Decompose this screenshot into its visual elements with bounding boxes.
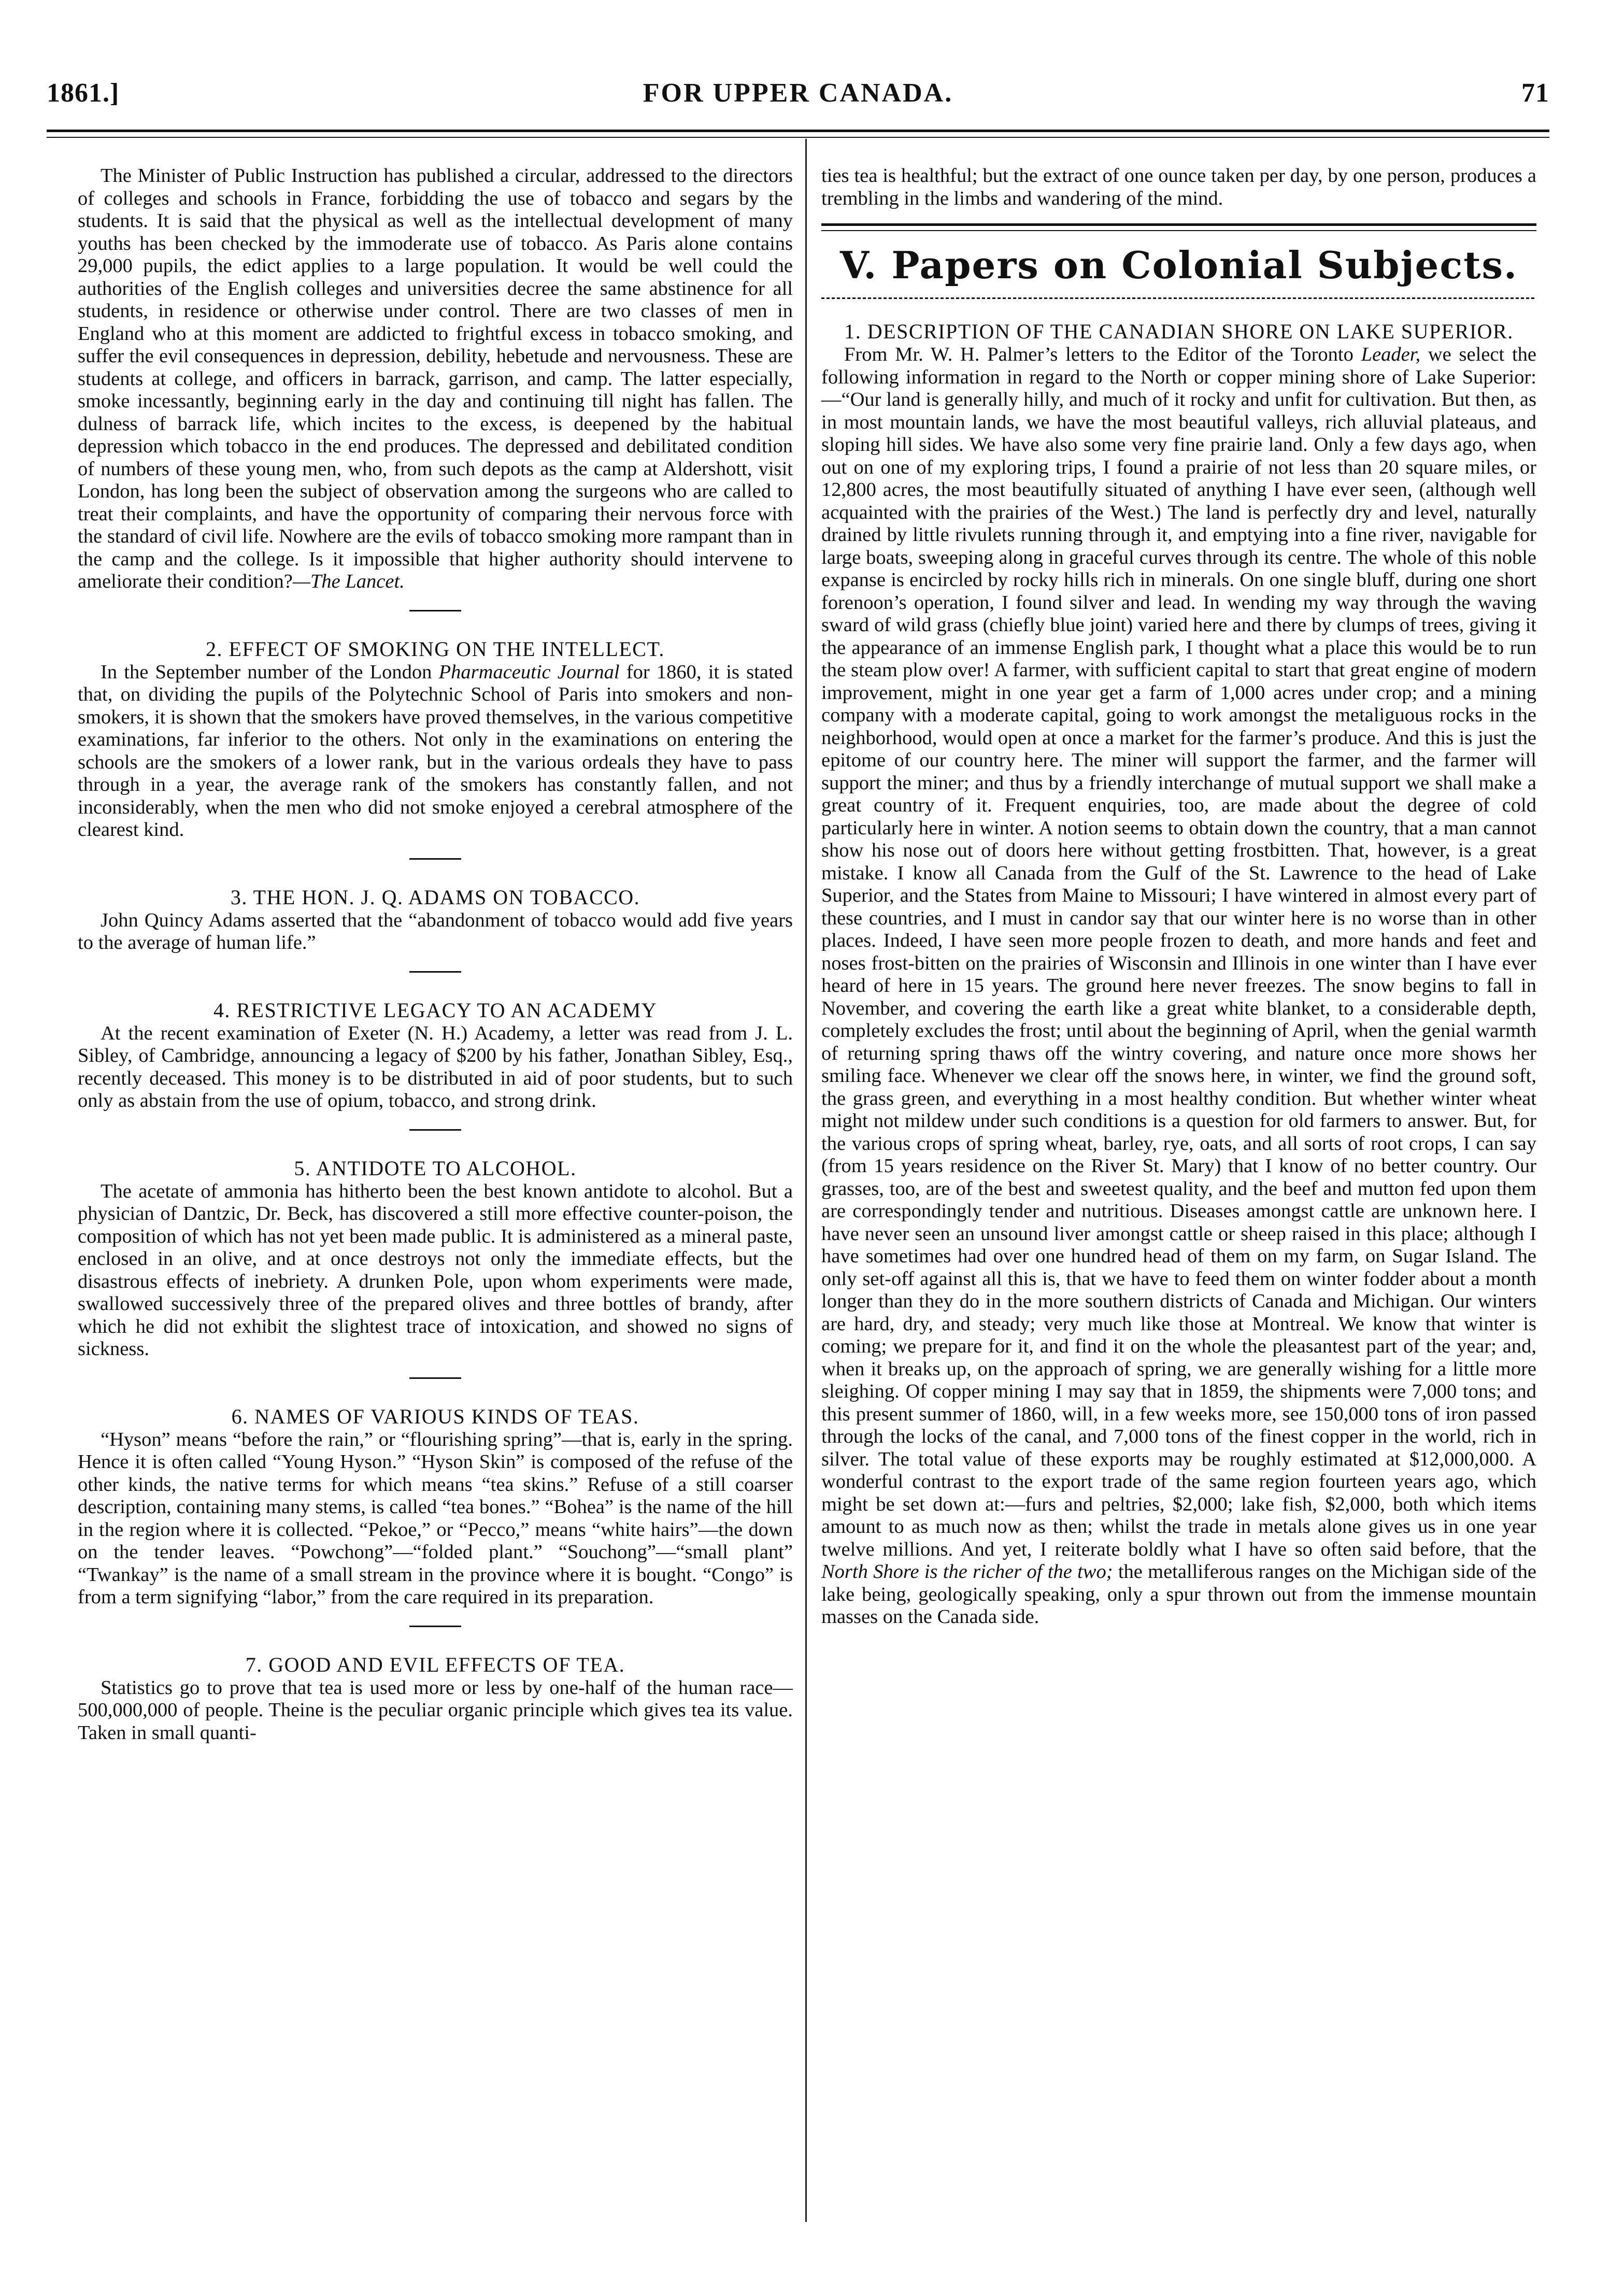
right-column	[821, 165, 1536, 1629]
separator-rule	[409, 858, 461, 860]
article-heading: 4. RESTRICTIVE LEGACY TO AN ACADEMY	[213, 998, 658, 1022]
article-body: At the recent examination of Exeter (N. H.) Academy, a letter was read from J. L. Sibley, of Cambridge, announcing a legacy of $200 by his father, Jonathan Sibley, Esq., recently deceased. This money is to be distributed in aid of poor students, but to such only as abstain from the use of opium, tobacco, and strong drink.	[78, 1022, 793, 1112]
header-title: FOR UPPER CANADA.	[643, 78, 953, 108]
separator-rule	[409, 610, 461, 611]
article-body: In the September number of the London Pharmaceutic Journal for 1860, it is stated that, on dividing the pupils of the Polytechnic School of Paris into smokers and non-smokers, it is shown that the smokers have proved themselves, in the various competitive examinations, far inferior to the others. Not only in the examinations on entering the schools are the smokers of a lower rank, but in the various ordeals they have to pass through in a year, the average rank of the smokers has constantly fallen, and not inconsiderably, when the men who did not smoke enjoyed a cerebral atmosphere of the clearest kind.	[78, 661, 793, 841]
header-year: 1861.]	[47, 78, 120, 108]
article-heading: 5. ANTIDOTE TO ALCOHOL.	[294, 1156, 577, 1180]
column-divider	[805, 139, 807, 2222]
separator-rule	[409, 971, 461, 973]
intro-paragraph: The Minister of Public Instruction has published a circular, addressed to the directors of colleges and schools in France, forbidding the use of tobacco and segars by the students. It is said that the physical as well as the intellectual development of many youths has been checked by the immoderate use of tobacco. As Paris alone contains 29,000 pupils, the edict applies to a large population. It would be well could the authorities of the English colleges and universities decree the same abstinence for all students, in residence or otherwise under control. There are two classes of men in England who at this moment are addicted to frightful excess in tobacco smoking, and suffer the evil consequences in depression, debility, hebetude and nervousness. These are students at college, and officers in barrack, garrison, and camp. The latter especially, smoke incessantly, beginning early in the day and continuing till night has fallen. The dulness of barrack life, which incites to the excess, is deepened by the habitual depression which tobacco in the end produces. The depressed and debilitated condition of numbers of these young men, who, from such depots as the camp at Aldershott, visit London, has long been the subject of observation among the surgeons who are called to treat their complaints, and have the opportunity of comparing their nervous force with the standard of civil life. Nowhere are the evils of tobacco smoking more rampant than in the camp and the college. Is it impossible that higher authority should intervene to ameliorate their condition?—The Lancet.	[78, 165, 793, 592]
page-header	[47, 78, 1549, 124]
left-column	[78, 165, 793, 1744]
article-heading: 6. NAMES OF VARIOUS KINDS OF TEAS.	[231, 1404, 639, 1428]
section-rule-thin	[821, 230, 1536, 231]
article-body: The acetate of ammonia has hitherto been the best known antidote to alcohol. But a physician of Dantzic, Dr. Beck, has discovered a still more effective counter-poison, the composition of which has not yet been made public. It is administered as a mineral paste, enclosed in an olive, and at once destroys not only the immediate effects, but the disastrous effects of inebriety. A drunken Pole, upon whom experiments were made, swallowed successively three of the prepared olives and three bottles of brandy, after which he did not exhibit the slightest trace of intoxication, and showed no signs of sickness.	[78, 1180, 793, 1360]
article-body: Statistics go to prove that tea is used more or less by one-half of the human race—500,000,000 of people. Theine is the peculiar organic principle which gives tea its value. Taken in small quanti-	[78, 1676, 793, 1744]
article-body: “Hyson” means “before the rain,” or “flourishing spring”—that is, early in the spring. Hence it is often called “Young Hyson.” “Hyson Skin” is composed of the refuse of the other kinds, the native terms for which means “tea skins.” Refuse of a still coarser description, containing many stems, is called “tea bones.” “Bohea” is the name of the hill in the region where it is collected. “Pekoe,” or “Pecco,” means “white hairs”—the down on the tender leaves. “Powchong”—“folded plant.” “Souchong”—“small plant” “Twankay” is the name of a small stream in the province where it is bought. “Congo” is from a term signifying “labor,” from the care required in its preparation.	[78, 1428, 793, 1608]
article-heading: 1. DESCRIPTION OF THE CANADIAN SHORE ON LAKE SUPERIOR.	[844, 320, 1514, 343]
article-heading: 7. GOOD AND EVIL EFFECTS OF TEA.	[245, 1653, 625, 1676]
section-rule-thick	[821, 223, 1536, 226]
page-number: 71	[1521, 78, 1549, 108]
header-rule-thin	[47, 137, 1549, 138]
separator-rule	[409, 1129, 461, 1131]
section-title: V. Papers on Colonial Subjects.	[839, 243, 1518, 287]
separator-rule	[409, 1626, 461, 1627]
article-body: John Quincy Adams asserted that the “abandonment of tobacco would add five years to the average of human life.”	[78, 909, 793, 953]
article-heading: 2. EFFECT OF SMOKING ON THE INTELLECT.	[206, 637, 665, 661]
article-heading: 3. THE HON. J. Q. ADAMS ON TOBACCO.	[230, 885, 640, 909]
intro-source: —The Lancet.	[292, 571, 405, 592]
continuation-paragraph: ties tea is healthful; but the extract of one ounce taken per day, by one person, produces a trembling in the limbs and wandering of the mind.	[821, 165, 1536, 209]
header-rule-thick	[47, 130, 1549, 132]
article-body: From Mr. W. H. Palmer’s letters to the Editor of the Toronto Leader, we select the following information in regard to the North or copper mining shore of Lake Superior:—“Our land is generally hilly, and much of it rocky and unfit for cultivation. But then, as in most mountain lands, we have the most beautiful valleys, rich alluvial plateaus, and sloping hill sides. We have also some very fine prairie land. Only a few days ago, when out on one of my exploring trips, I found a prairie of not less than 20 square miles, or 12,800 acres, the most beautifully situated of anything I have ever seen, (although well acquainted with the prairies of the West.) The land is perfectly dry and level, naturally drained by little rivulets running through it, and emptying into a fine river, navigable for large boats, sweeping along in graceful curves through its centre. The whole of this noble expanse is encircled by rocky hills rich in minerals. On one single bluff, during one short forenoon’s operation, I found silver and lead. In wending my way through the waving sward of wild grass (chiefly blue joint) varied here and there by clumps of trees, giving it the appearance of an immense English park, I thought what a place this would be to run the steam plow over! A farmer, with sufficient capital to start that great engine of modern improvement, might in one year get a farm of 1,000 acres under crop; and a mining company with a moderate capital, going to work amongst the metaliguous rocks in the neighborhood, would open at once a market for the farmer’s produce. And this is just the epitome of our country here. The miner will support the farmer, and the farmer will support the miner; and thus by a friendly interchange of mutual support we shall make a great country of it. Frequent enquiries, too, are made about the degree of cold particularly here in winter. A notion seems to obtain down the country, that a man cannot show his nose out of doors here without getting frostbitten. That, however, is a great mistake. I know all Canada from the Gulf of the St. Lawrence to the head of Lake Superior, and the States from Maine to Missouri; I have wintered in almost every part of these countries, and I must in candor say that our winter here is no worse than in other places. Indeed, I have seen more people frozen to death, and more hands and feet and noses frost-bitten on the prairies of Wisconsin and Illinois in one winter than I have ever heard of here in 15 years. The ground here never freezes. The snow begins to fall in November, and covering the earth like a great white blanket, to a considerable depth, completely excludes the frost; until about the beginning of April, when the genial warmth of returning spring thaws off the wintry covering, and nature once more shows her smiling face. Whenever we clear off the snows here, in winter, we find the ground soft, the grass green, and everything in a most healthy condition. But whether winter wheat might not mildew under such conditions is a question for old farmers to answer. But, for the various crops of spring wheat, barley, rye, oats, and all sorts of root crops, I can say (from 15 years residence on the River St. Mary) that I know of no better country. Our grasses, too, are of the best and sweetest quality, and the beef and mutton fed upon them are correspondingly tender and nutritious. Diseases amongst cattle are unknown here. I have never seen an unsound liver amongst cattle or sheep raised in this place; although I have sometimes had over one hundred head of them on my farm, on Sugar Island. The only set-off against all this is, that we have to feed them on winter fodder about a month longer than they do in the more southern districts of Canada and Michigan. Our winters are hard, dry, and steady; very much like those at Montreal. We know that winter is coming; we prepare for it, and find it on the whole the pleasantest part of the year; and, when it breaks up, on the approach of spring, we are generally wishing for a little more sleighing. Of copper mining I may say that in 1859, the shipments were 7,000 tons; and this present summer of 1860, will, in a few weeks more, see 150,000 tons of iron passed through the locks of the canal, and 7,000 tons of the finest copper in the world, rich in silver. The total value of these exports may be roughly estimated at $12,000,000. A wonderful contrast to the export trade of the same region fourteen years ago, which might be set down at:—furs and peltries, $2,000; lake fish, $2,000, both which items amount to as much now as then; whilst the trade in metals alone gives us in one year twelve millions. And yet, I reiterate boldly what I have so often said before, that the North Shore is the richer of the two; the metalliferous ranges on the Michigan side of the lake being, geologically speaking, only a spur thrown out from the immense mountain masses on the Canada side.	[821, 344, 1536, 1628]
separator-rule	[409, 1377, 461, 1379]
